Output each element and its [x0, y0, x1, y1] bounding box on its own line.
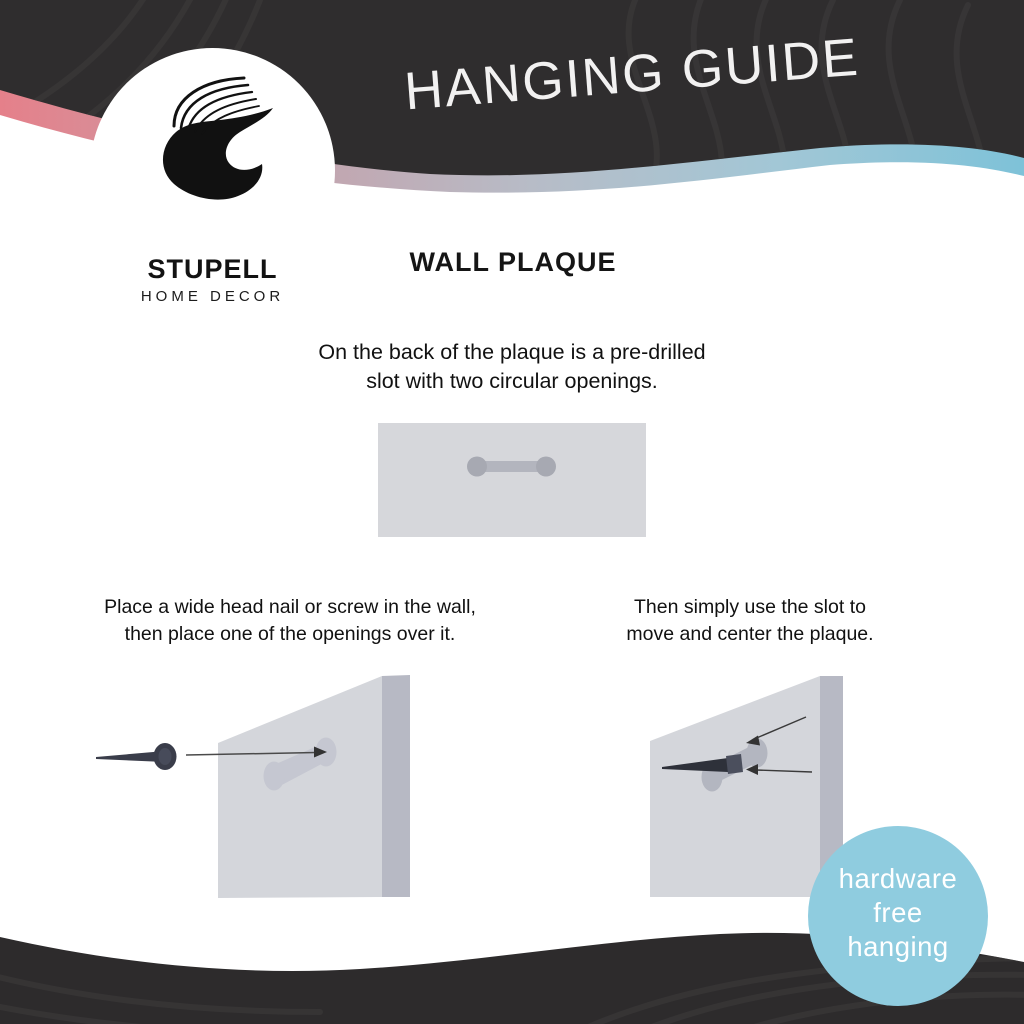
hardware-free-badge [808, 826, 988, 1006]
badge-line-1: hardware [838, 863, 958, 894]
brand-tagline: HOME DECOR [140, 288, 285, 305]
plaque-face [650, 676, 820, 897]
step-left-caption [88, 594, 492, 648]
intro-line-1: On the back of the plaque is a pre-drilled [318, 340, 706, 364]
hardware-free-badge-text [808, 826, 988, 964]
badge-line-3: hanging [847, 931, 949, 962]
left-illustration [96, 675, 410, 898]
brand-logo-badge [90, 48, 335, 305]
step-right-line-2: move and center the plaque. [626, 623, 874, 645]
page-title: HANGING GUIDE [402, 27, 862, 122]
step-right-line-1: Then simply use the slot to [634, 596, 866, 618]
step-left-line-1: Place a wide head nail or screw in the wall, [104, 596, 476, 618]
section-title: WALL PLAQUE [409, 247, 617, 277]
stupell-swirl-icon [152, 70, 278, 210]
slot-diagram [378, 423, 646, 537]
plaque-side-edge [382, 675, 410, 897]
intro-text [212, 338, 812, 396]
plaque-back-rect [378, 423, 646, 537]
badge-line-2: free [873, 897, 923, 928]
intro-line-2: slot with two circular openings. [366, 369, 658, 393]
brand-name: STUPELL [147, 254, 278, 284]
step-right-caption [566, 594, 934, 648]
plaque-face [218, 676, 382, 898]
step-left-line-2: then place one of the openings over it. [124, 623, 456, 645]
nail-icon [96, 743, 177, 770]
